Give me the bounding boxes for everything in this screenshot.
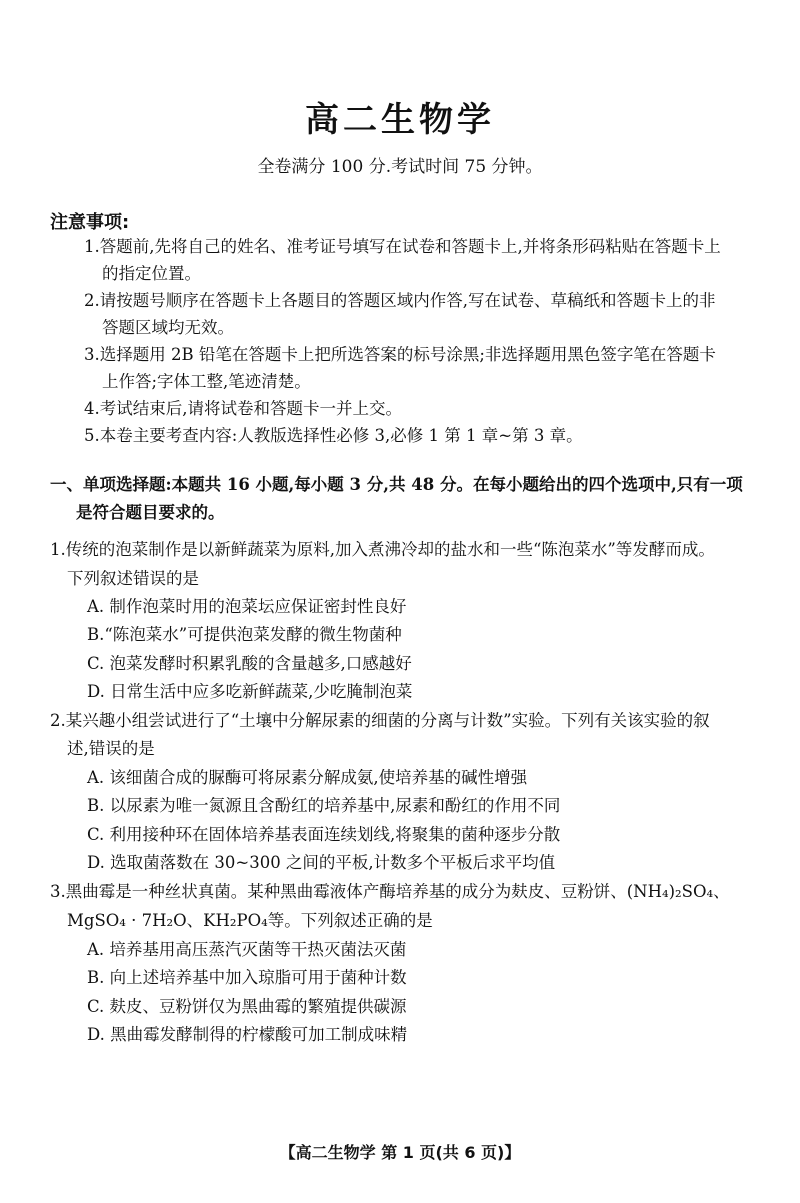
- notice-item-1: 1.答题前,先将自己的姓名、准考证号填写在试卷和答题卡上,并将条形码粘贴在答题卡上: [84, 237, 721, 256]
- question-1-option-b: B.“陈泡菜水”可提供泡菜发酵的微生物菌种: [87, 625, 402, 644]
- question-2-stem: 2.某兴趣小组尝试进行了“土壤中分解尿素的细菌的分离与计数”实验。下列有关该实验的叙: [50, 711, 710, 730]
- question-3-stem: 3.黑曲霉是一种丝状真菌。某种黑曲霉液体产酶培养基的成分为麸皮、豆粉饼、(NH₄)₂SO₄、: [50, 882, 730, 901]
- notice-item-4: 4.考试结束后,请将试卷和答题卡一并上交。: [84, 399, 402, 418]
- question-1-stem-cont: 下列叙述错误的是: [67, 569, 199, 588]
- question-3-option-b: B. 向上述培养基中加入琼脂可用于菌种计数: [87, 968, 407, 987]
- question-2-option-a: A. 该细菌合成的脲酶可将尿素分解成氨,使培养基的碱性增强: [87, 768, 528, 787]
- question-3-stem-cont: MgSO₄ · 7H₂O、KH₂PO₄等。下列叙述正确的是: [67, 911, 433, 930]
- page-footer: 【高二生物学 第 1 页(共 6 页)】: [279, 1143, 521, 1162]
- question-3-option-d: D. 黑曲霉发酵制得的柠檬酸可加工制成味精: [87, 1025, 408, 1044]
- section-heading: 一、单项选择题:本题共 16 小题,每小题 3 分,共 48 分。在每小题给出的四个选项中,只有一项: [50, 475, 743, 494]
- question-2-option-c: C. 利用接种环在固体培养基表面连续划线,将聚集的菌种逐步分散: [87, 825, 561, 844]
- question-1-option-a: A. 制作泡菜时用的泡菜坛应保证密封性良好: [87, 597, 407, 616]
- notice-heading: 注意事项:: [50, 212, 130, 233]
- section-heading-cont: 是符合题目要求的。: [76, 503, 225, 522]
- question-1-option-d: D. 日常生活中应多吃新鲜蔬菜,少吃腌制泡菜: [87, 682, 413, 701]
- exam-info: 全卷满分 100 分.考试时间 75 分钟。: [257, 157, 543, 177]
- question-3-option-a: A. 培养基用高压蒸汽灭菌等干热灭菌法灭菌: [87, 940, 407, 959]
- notice-item-3-cont: 上作答;字体工整,笔迹清楚。: [102, 372, 311, 391]
- question-2-option-d: D. 选取菌落数在 30~300 之间的平板,计数多个平板后求平均值: [87, 853, 556, 872]
- question-1-option-c: C. 泡菜发酵时积累乳酸的含量越多,口感越好: [87, 654, 412, 673]
- notice-item-1-cont: 的指定位置。: [102, 264, 201, 283]
- question-2-option-b: B. 以尿素为唯一氮源且含酚红的培养基中,尿素和酚红的作用不同: [87, 796, 561, 815]
- question-3-option-c: C. 麸皮、豆粉饼仅为黑曲霉的繁殖提供碳源: [87, 997, 407, 1016]
- question-1-stem: 1.传统的泡菜制作是以新鲜蔬菜为原料,加入煮沸冷却的盐水和一些“陈泡菜水”等发酵而成。: [50, 540, 715, 559]
- notice-item-3: 3.选择题用 2B 铅笔在答题卡上把所选答案的标号涂黑;非选择题用黑色签字笔在答题卡: [84, 345, 716, 364]
- page-title: 高二生物学: [305, 100, 495, 140]
- notice-item-2: 2.请按题号顺序在答题卡上各题目的答题区域内作答,写在试卷、草稿纸和答题卡上的非: [84, 291, 716, 310]
- notice-item-2-cont: 答题区域均无效。: [102, 318, 234, 337]
- notice-item-5: 5.本卷主要考查内容:人教版选择性必修 3,必修 1 第 1 章~第 3 章。: [84, 426, 583, 445]
- question-2-stem-cont: 述,错误的是: [67, 739, 155, 758]
